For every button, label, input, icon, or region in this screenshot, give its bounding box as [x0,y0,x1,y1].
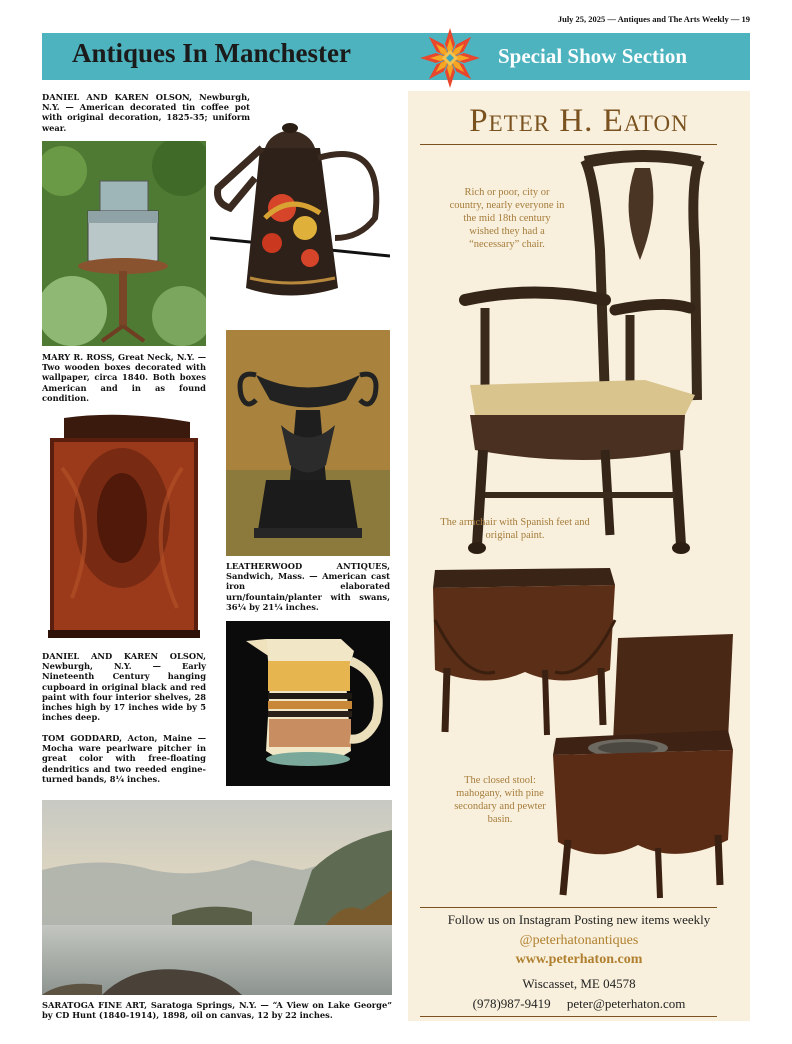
section-subtitle: Special Show Section [498,44,688,68]
caption-ross-boxes: MARY R. ROSS, Great Neck, N.Y. — Two wooden boxes decorated with wallpaper, circa 1840. Both boxes American and in as found condition. [42,352,206,403]
necessary-armchair-photo [445,150,710,560]
wallpaper-boxes-photo [42,141,206,346]
ad-instagram-handle[interactable]: @peterhatonantiques [519,933,639,948]
cast-iron-urn-photo [226,330,390,556]
ad-blurb-closed-stool: The closed stool: mahogany, with pine secondary and pewter basin. [454,775,546,825]
section-title: Antiques In Manchester [72,38,352,68]
caption-saratoga-painting: SARATOGA FINE ART, Saratoga Springs, N.Y. — “A View on Lake George” by CD Hunt (1840-1914), 1898, oil on canvas, 12 by 22 inches. [42,1000,392,1021]
ad-contact-line [408,996,750,1012]
open-stool-pewter-basin-photo [548,630,740,902]
tin-coffee-pot-photo [210,108,390,308]
page-folio: July 25, 2025 — Antiques and The Arts Weekly — 19 [557,14,750,24]
caption-leatherwood-urn: LEATHERWOOD ANTIQUES, Sandwich, Mass. — American cast iron elaborated urn/fountain/planter with swans, 36¼ by 21¼ inches. [226,561,390,612]
caption-olson-cupboard: DANIEL AND KAREN OLSON, Newburgh, N.Y. — Early Nineteenth Century hanging cupboard in original black and red paint with four interior shelves, 28 inches high by 17 inches wide by 5 inches deep. [42,651,206,723]
mocha-pitcher-photo [226,621,390,786]
quilt-star-logo [418,26,482,90]
ad-blurb-armchair: The armchair with Spanish feet and original paint. [440,517,590,541]
ad-phone-number: (978)987-9419 [472,996,551,1011]
caption-goddard-pitcher: TOM GODDARD, Acton, Maine — Mocha ware pearlware pitcher in great color with free-floating dendritics and two reeded engine-turned bands, 8¼ inches. [42,733,206,784]
caption-olson-coffee-pot: DANIEL AND KAREN OLSON, Newburgh, N.Y. — American decorated tin coffee pot with original decoration, 1825-35; uniform wear. [42,92,250,133]
ad-blurb-necessary-chair: Rich or poor, city or country, nearly everyone in the mid 18th century wished they had a “necessary” chair. [449,187,565,250]
ad-email-link[interactable]: peter@peterhaton.com [566,996,686,1011]
ad-bottom-rule [420,907,717,908]
hanging-cupboard-photo [42,408,202,643]
ad-title: Peter H. Eaton [469,103,689,139]
ad-top-rule [420,144,717,145]
ad-website-link[interactable]: www.peterhaton.com [515,952,643,967]
ad-address: Wiscasset, ME 04578 [522,976,636,991]
lake-george-painting-photo [42,800,392,995]
ad-instagram-prompt: Follow us on Instagram Posting new items weekly [447,912,711,927]
ad-footer-rule [420,1016,717,1017]
